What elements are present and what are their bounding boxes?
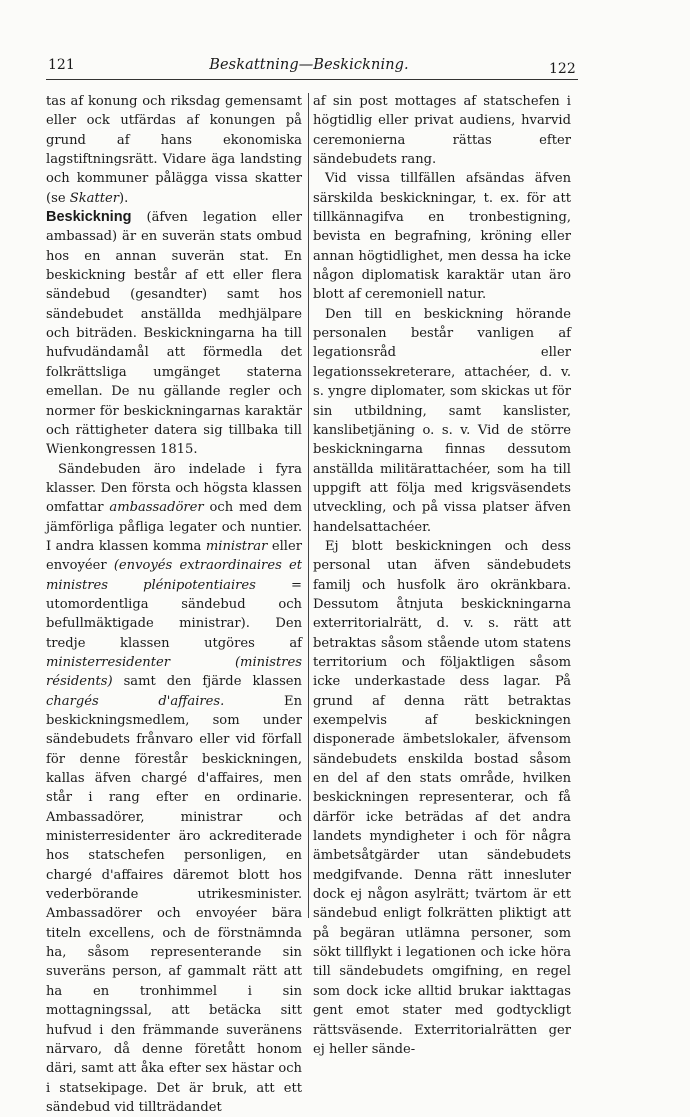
page-number-left: 121: [48, 57, 75, 73]
text-run: ).: [119, 190, 129, 206]
running-title: Beskattning—Beskickning.: [209, 57, 409, 73]
header-rule: [46, 79, 578, 80]
text-run: Sändebuden äro indelade i fyra klasser. Den första och högsta klassen omfattar: [46, 461, 302, 516]
entry-text: (äfven legation eller ambassad) är en suverän stats ombud hos en annan suverän stat. En beskickning består af ett eller flera sändebud (gesandter) samt hos sändebudet anställda medhjälpare och biträden. Beskickningarna ha till hufvudändamål att förmedla det folkrättsliga umgänget staterna emellan. De nu gällande regler och normer för beskickningarnas karaktär och rättigheter datera sig tillbaka till Wienkongressen 1815.: [46, 210, 302, 458]
term-envoyes: (envoyés extraordinaires et ministres plénipotentiaires: [46, 558, 302, 593]
column-divider: [308, 93, 309, 918]
paragraph-exterritorialratt: Ej blott beskickningen och dess personal utan äfven sändebudets familj och husfolk äro okränkbara. Dessutom åtnjuta beskickningarna exterritorialrätt, d. v. s. rätt att betraktas såsom stående utom statens territorium och följaktligen såsom icke underkastade dess lagar. På grund af denna rätt betraktas exempelvis af beskickningen disponerade ämbetslokaler, äfvensom sändebudets enskilda bostad såsom en del af den stats område, hvilken beskickningen representerar, och få därför icke beträdas af det andra landets myndigheter i och för några ämbetsåtgärder utan sändebudets medgifvande. Denna rätt innesluter dock ej någon asylrätt; tvärtom är ett sändebud enligt folkrätten pliktigt att på begäran utlämna personer, som sökt tillflykt i legationen och icke höra till sändebudets omgifning, en regel som dock icke alltid brukar iakttagas gent emot stater med godtyckligt rättsväsende. Exterritorialrätten ger ej heller sände-: [313, 538, 571, 1057]
term-ministerresidenter: ministerresidenter (ministres résidents): [46, 654, 302, 690]
text-run: En beskickningsmedlem, som under sändebudets frånvaro eller vid förfall för denne förestår beskickningen, kallas äfven chargé d'affaires, men står i rang efter en ordinarie. Ambassadörer, ministrar och ministerresidenter äro ackrediterade hos statschefen personligen, en chargé d'affaires däremot blott hos vederbörande utrikesminister. Ambassadörer och envoyéer bära titeln excellens, och de förstnämnda ha, såsom representerande sin suveräns person, af gammalt rätt att ha en tronhimmel i sin mottagningssal, att betäcka sitt hufvud i den främmande suveränens närvaro, då denne företått honom däri, samt att åka efter sex hästar och i statsekipage. Det är bruk, att ett sändebud vid tillträdandet: [46, 693, 303, 1115]
paragraph-audiens: af sin post mottages af statschefen i högtidlig eller privat audiens, hvarvid ceremonierna rättas efter sändebudets rang.: [313, 94, 571, 168]
term-ministrar: ministrar: [205, 538, 268, 554]
entry-headword: Beskickning: [46, 209, 132, 226]
paragraph-continuation: [46, 92, 302, 208]
text-run: = utomordentliga sändebud och befullmäktigade ministrar). Den tredje klassen utgöres af: [46, 577, 302, 651]
text-run: samt den fjärde klassen: [112, 674, 302, 690]
page-header: [46, 57, 576, 79]
text-run: och med dem jämförliga påfliga legater och nuntier. I andra klassen komma: [46, 500, 302, 554]
text-run: eller envoyéer: [46, 538, 303, 574]
paragraph-sarskilda: Vid vissa tillfällen afsändas äfven särskilda beskickningar, t. ex. för att tillkännagifva en tronbestigning, bevista en begrafning, kröning eller annan högtidlighet, men dessa ha icke någon diplomatisk karaktär utan äro blott af ceremoniell natur.: [313, 171, 571, 303]
paragraph-classes: [46, 460, 302, 1117]
left-column: [46, 92, 302, 1117]
page-number-right: 122: [549, 61, 576, 77]
right-column: [313, 92, 571, 1059]
term-ambassadorer: ambassadörer: [109, 500, 204, 516]
paragraph-personal: Den till en beskickning hörande personalen består vanligen af legationsråd eller legationssekreterare, attachéer, d. v. s. yngre diplomater, som skickas ut för sin utbildning, samt kanslister, kanslibetjäning o. s. v. Vid de större beskickningarna finnas dessutom anställda militärattachéer, som ha till uppgift att följa med krigsväsendets utveckling, och på vissa platser äfven handelsattachéer.: [313, 306, 571, 535]
cross-reference: Skatter: [69, 190, 119, 206]
text-run: tas af konung och riksdag gemensamt eller ock utfärdas af konungen på grund af hans ekonomiska lagstiftningsrätt. Vidare äga landsting och kommuner pålägga vissa skatter (se: [46, 94, 302, 206]
term-charges: chargés d'affaires.: [46, 693, 225, 709]
entry-beskickning: [46, 208, 302, 459]
